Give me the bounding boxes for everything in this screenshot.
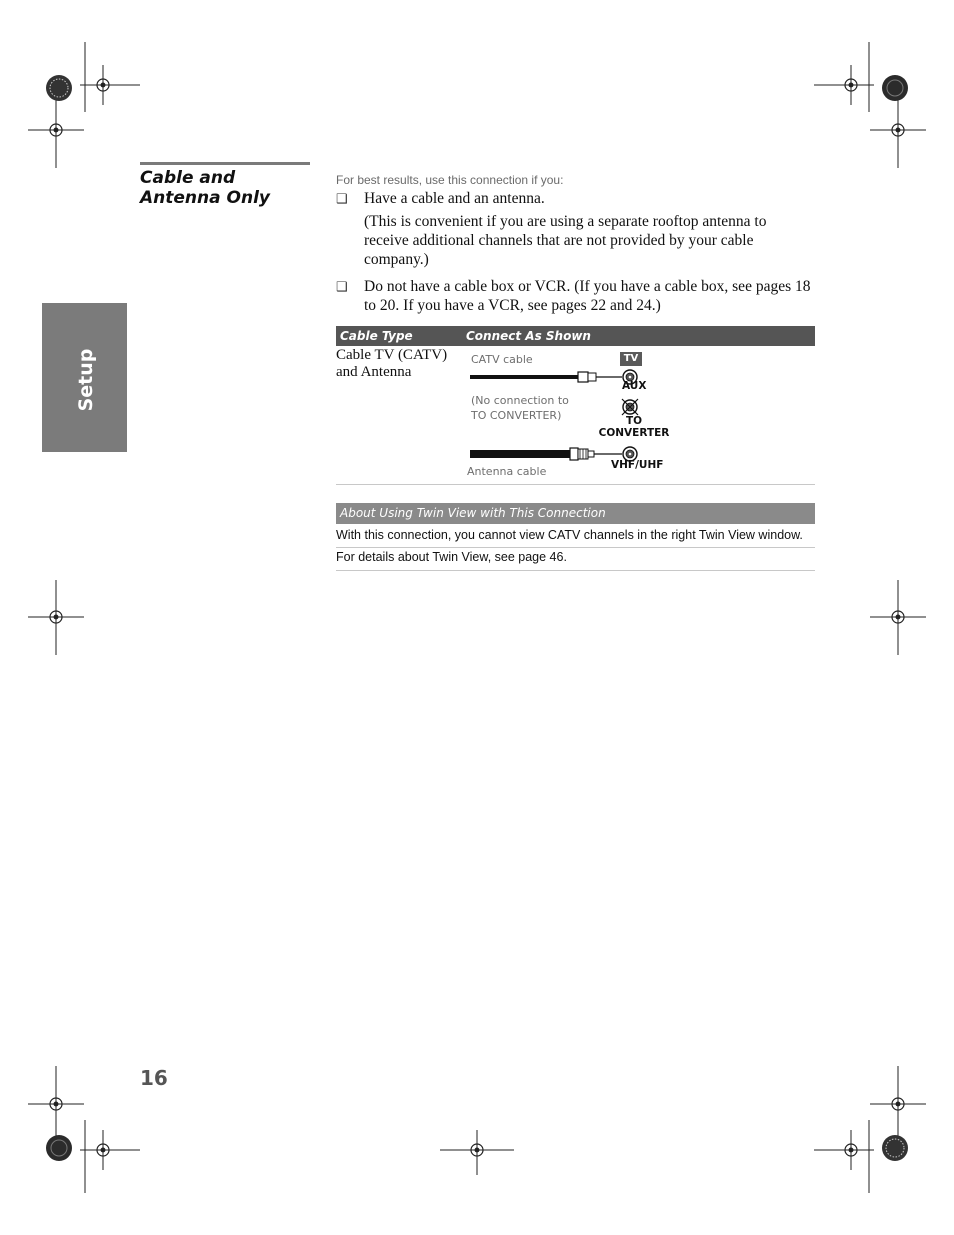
cable-type-cell: Cable TV (CATV) and Antenna xyxy=(336,347,448,380)
condition-note: (This is convenient if you are using a separate rooftop antenna to receive additional channels that are not provided by your cable company.) xyxy=(364,213,767,268)
note-line: For details about Twin View, see page 46. xyxy=(336,550,567,564)
checkbox-marker: ❑ xyxy=(336,191,348,206)
catv-cable xyxy=(470,375,578,379)
to-converter-port-label: TO CONVERTER xyxy=(598,415,670,439)
page-number: 16 xyxy=(140,1066,168,1090)
note-divider xyxy=(336,547,815,548)
condition-text: Do not have a cable box or VCR. (If you have a cable box, see pages 18 to 20. If you have a VCR, see pages 22 and 24.) xyxy=(364,278,811,314)
section-tab-label: Setup xyxy=(75,348,97,412)
condition-text: Have a cable and an antenna. xyxy=(364,190,545,207)
title-rule xyxy=(140,162,310,165)
table-bottom-rule xyxy=(336,484,815,485)
tv-badge: TV xyxy=(620,352,642,366)
catv-cable-label: CATV cable xyxy=(471,353,533,366)
vhf-uhf-port-label: VHF/UHF xyxy=(611,459,664,471)
antenna-cable-label: Antenna cable xyxy=(467,465,547,478)
catv-connector xyxy=(578,372,622,382)
no-connection-label: (No connection to TO CONVERTER) xyxy=(471,394,569,422)
section-title: Cable and Antenna Only xyxy=(140,168,270,208)
to-converter-port-icon xyxy=(622,399,638,415)
note-line: With this connection, you cannot view CATV channels in the right Twin View window. xyxy=(336,528,803,542)
note-title: About Using Twin View with This Connection xyxy=(340,506,606,520)
note-bottom-rule xyxy=(336,570,815,571)
intro-text: For best results, use this connection if you: xyxy=(336,173,564,187)
aux-port-label: AUX xyxy=(622,380,647,392)
column-header-connect-as-shown: Connect As Shown xyxy=(466,329,591,343)
column-header-cable-type: Cable Type xyxy=(340,329,413,343)
antenna-cable xyxy=(470,450,570,458)
checkbox-marker: ❑ xyxy=(336,279,348,294)
